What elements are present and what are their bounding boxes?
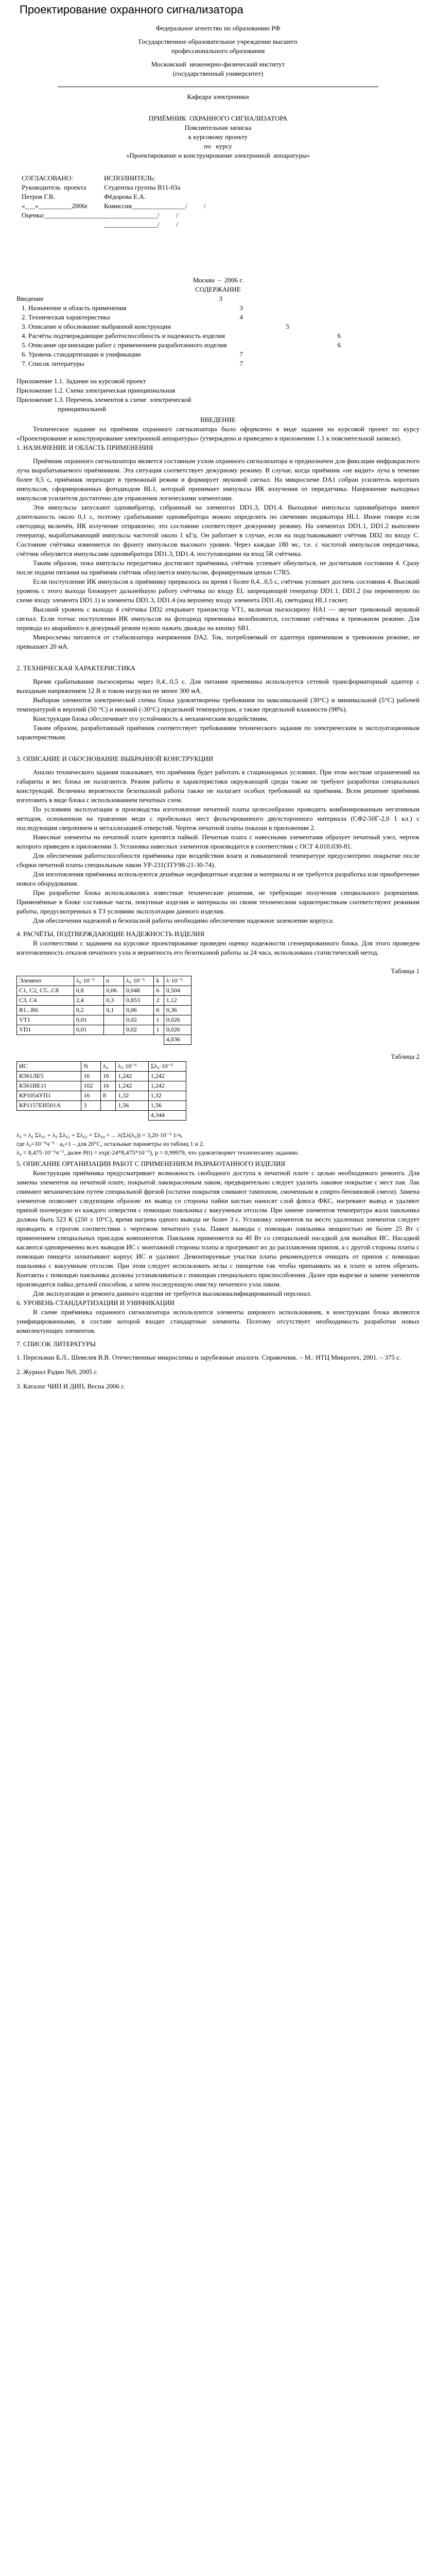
toc-row	[22, 359, 243, 368]
table-cell: 0,048	[124, 986, 154, 996]
table-cell: 1,56	[148, 1101, 186, 1111]
section-2	[16, 664, 420, 742]
section-6	[16, 1298, 420, 1335]
university-type-line: (государственный университет)	[172, 70, 264, 77]
section-1-paragraph: Приёмник охранного сигнализатора является составным узлом охранного сигнализатора и предназначен для фиксации инфракрасного луча вырабатываемого приёмником. Эта ситуация соответствует дежурному режиму. В случае, когда приёмник «не видит» луча в течение более 0,5 с, приёмник переходит в тревожный режим и формирует звуковой сигнал. На микросхеме DA1 собран усилитель коротких импульсов, сформированных фотодиодом BL1, который принимает импульсы ИК излучения от передатчика. Напряжение выходных импульсов усилителя достаточно для управления логическими элементами.	[16, 457, 420, 502]
table-cell: 16	[101, 1081, 116, 1091]
table-cell: 3	[81, 1101, 101, 1111]
table-cell: 1	[154, 1015, 164, 1025]
formula-note: где λ₀=10⁻⁶ч⁻¹ · а₀=1 – для 20°С, остальные параметры из таблиц 1 и 2.	[16, 1140, 204, 1147]
table-cell: С3, С4	[17, 996, 74, 1006]
intro-heading: ВВЕДЕНИЕ	[200, 416, 236, 423]
table-cell: 0,36	[164, 1006, 191, 1015]
table-row	[17, 986, 191, 996]
appendix-3-cont: принципиальной	[58, 405, 106, 413]
university-line: Московский инженерно-физический институт	[151, 60, 285, 68]
section-3-paragraph: При разработке блока использовались известные технические решения, не требующие получения специального разрешения. Применённые в блоке составные части, покупные изделия и материалы по своим техническим характеристикам соответствуют режимам работы, предусмотренных в ТЗ условиям эксплуатации данного изделия.	[16, 889, 420, 915]
section-7-heading: 7. СПИСОК ЛИТЕРАТУРЫ	[16, 1340, 96, 1348]
section-1	[16, 443, 420, 651]
table-cell: 0,2	[74, 1006, 104, 1015]
table-header-cell: λ₀·10⁻⁶	[124, 976, 154, 986]
table-cell: 1,12	[164, 996, 191, 1006]
institution-line-2: профессионального образования	[171, 47, 265, 55]
table-cell: 2	[154, 996, 164, 1006]
toc-row	[22, 303, 243, 313]
table-cell: 1,242	[148, 1081, 186, 1091]
agree-right-label: ИСПОЛНИТЕЛЬ:	[104, 174, 155, 182]
toc-row	[22, 331, 341, 341]
section-1-paragraph: Эти импульсы запускают одновибратор, собранный на элементах DD1.3, DD1.4. Выходные импульсы одновибратора имеют длительность около 0,1 с, поэтому срабатывание одновибратора можно определить по свечению индикатора HL1. Иначе говоря если светодиод включён, ИК излучение отправлено; это состояние соответствует дежурному режиму. На элементах DD1.1, DD1.2 выполнен генератор, вырабатывающий импульсы частотой около 1 кГц. Он работает в случае, если на подстыковывают счётчик DD2 по входу С. Состояние счётчика изменяется по фронту импульсов высокого уровня. Через каждые 180 мс, т.е. с частотой импульсов передатчика, счётчик обнуляется импульсами одновибратора DD1.3, DD1.4, поступающими на вход 5R счётчика.	[16, 503, 420, 557]
introduction-section	[16, 415, 420, 443]
toc-intro-label: Введение	[16, 295, 44, 302]
section-3-paragraph: Для изготовления приёмника используются дешёвые недефицитные изделия и материалы и не требуется разработка или приобретение нового оборудования.	[16, 870, 420, 887]
section-5	[16, 1159, 420, 1298]
table-row	[17, 1091, 186, 1101]
commission-line-3: ________________/ /	[104, 221, 178, 228]
table-row	[17, 1101, 186, 1111]
section-3-paragraph: Для обеспечения работоспособности приёмника при воздействии влаги и повышенной температуре предусмотрено покрытие после сборки печатной платы специальным лаком УР-231(ЗТУ98-21-30-74).	[16, 852, 420, 869]
table-cell: 8	[101, 1091, 116, 1101]
toc-item-page: 4	[239, 313, 243, 321]
section-2-heading: 2. ТЕХНИЧЕСКАЯ ХАРАКТЕРИСТИКА	[16, 664, 136, 672]
table-cell: 1,242	[116, 1081, 148, 1091]
section-1-paragraph: Таким образом, пока импульсы передатчика достигают приёмника, счётчик успевает обнулиться, не досчитывая состояния 4. Сразу после подачи питания на приёмник счётчик обнуляется импульсом, формируемым цепью C7R5.	[16, 559, 420, 576]
table-cell: 1,32	[116, 1091, 148, 1101]
table-cell: VD1	[17, 1025, 74, 1035]
table-cell: С1, С2, С5...С8	[17, 986, 74, 996]
table-cell: 0,026	[164, 1015, 191, 1025]
table-cell: КР1157ЕН501А	[17, 1101, 81, 1111]
intro-paragraph: Техническое задание на приёмник охранного сигнализатора было оформлено в виде задания на курсовой проект по курсу «Проектирование и конструирование электронной аппаратуры» (утверждено и приведено в приложении 1.1 к пояснительной записке).	[16, 425, 420, 442]
table-cell: К561ИЕ11	[17, 1081, 81, 1091]
table-cell: 1,242	[148, 1072, 186, 1081]
commission-line-2: ________________/ /	[104, 211, 178, 219]
toc-item-text: 6. Уровень стандартизации и унификации	[22, 350, 141, 358]
section-6-paragraph: В схеме приёмника охранного сигнализатора используются элементы широкого использования, в конструкции блока являются унифицированными, в составе которой входит стандартные элементы. Поэтому отсутствует необходимость разработки новых комплектующих элементов.	[16, 1308, 420, 1334]
toc-item-page: 6	[337, 332, 341, 340]
table-row	[17, 996, 191, 1006]
table-row	[17, 1111, 186, 1121]
table-cell: 0,504	[164, 986, 191, 996]
table-cell: К561ЛЕ5	[17, 1072, 81, 1081]
section-2-paragraph: Конструкция блока обеспечивает его устойчивость к механическим воздействиям.	[33, 715, 269, 722]
table-cell: 0,1	[104, 1006, 124, 1015]
table-cell: 16	[81, 1072, 101, 1081]
reference-item: 3. Каталог ЧИП И ДИП, Весна 2006 г.	[16, 1382, 125, 1390]
table-row	[17, 1006, 191, 1015]
document-subtitle-1: Пояснительная записка	[184, 124, 252, 131]
toc-list	[22, 303, 420, 368]
city-year: Москва – 2006 г.	[193, 276, 243, 284]
toc-row	[22, 341, 341, 350]
agency-line: Федеральное агентство по образованию РФ	[155, 24, 281, 32]
section-5-paragraph: Для эксплуатации и ремонта данного изделия не требуется высококвалифицированный персонал.	[33, 1290, 312, 1297]
table-row	[17, 1081, 186, 1091]
toc-item-page: 3	[239, 304, 243, 312]
student-name: Фёдорова Е.А.	[104, 193, 146, 200]
table-cell: 0,01	[74, 1025, 104, 1035]
section-5-heading: 5. ОПИСАНИЕ ОРГАНИЗАЦИИ РАБОТ С ПРИМЕНЕНИЕМ РАЗРАБОТАННОГО ИЗДЕЛИЯ	[16, 1160, 286, 1167]
table-1-caption: Таблица 1	[391, 967, 420, 975]
section-1-paragraph: Микросхемы питаются от стабилизатора напряжения DA2. Ток, потребляемый от адаптера приемником в тревожном режиме, не превышает 20 мА.	[16, 633, 420, 650]
toc-item-page: 5	[286, 323, 289, 330]
toc-item-page: 7	[239, 360, 243, 367]
table-row	[17, 1035, 191, 1045]
table-cell: 1,242	[116, 1072, 148, 1081]
toc-row	[22, 350, 243, 359]
toc-item-text: 2. Техническая характеристика	[22, 313, 110, 321]
section-3-paragraph: Для обеспечения надежной и безопасной работы необходимо обеспечение надежное заземление корпуса.	[33, 917, 334, 924]
table-cell: 1,32	[148, 1091, 186, 1101]
document-subtitle-2: к курсовому проекту	[188, 133, 248, 141]
table-header-row	[17, 976, 191, 986]
table-cell: 1,56	[116, 1101, 148, 1111]
table-total-cell: 4,036	[164, 1035, 191, 1045]
section-3-paragraph: Навесные элементы на печатной плате крепятся пайкой. Печатная плата с навесными элементами образует печатный узел, чертеж которого приведен в приложении 3. Установка навесных элементов производится в соответствии с ОСТ 4.010.030-81.	[16, 833, 420, 850]
section-3-paragraph: Анализ технического задания показывает, что приёмник будет работать в стационарных условиях. При этом жесткие ограничений на габариты и вес блока не налагаются. Режим работы и характеристики окружающей среды также не требуют разработки специальных конструкций. Величина вероятности безотказной работы также не налагает особых требований на приёмник. Всем решение приёмник изготовить в виде блока с использованием печатных схем.	[16, 768, 420, 804]
table-row	[17, 1015, 191, 1025]
table-total-cell: 4,344	[148, 1111, 186, 1121]
table-row	[17, 1072, 186, 1081]
section-2-paragraph: Таким образом, разработанный приёмник соответствует требованиям технического задания по электрическим и эксплуатационным характеристикам.	[16, 724, 420, 741]
table-cell: VT1	[17, 1015, 74, 1025]
toc-item-page: 6	[337, 341, 341, 349]
table-header-cell: k	[154, 976, 164, 986]
agree-left-label: СОГЛАСОВАНО:	[22, 174, 73, 182]
date-field: «___»__________2006г	[22, 202, 88, 210]
section-1-heading: 1. НАЗНАЧЕНИЕ И ОБЛАСТЬ ПРИМЕНЕНИЯ	[16, 444, 153, 451]
department-line: Кафедра электроники	[187, 93, 249, 100]
table-cell: 0,8	[74, 986, 104, 996]
table-cell: R1...R6	[17, 1006, 74, 1015]
document-header: Проектирование охранного сигнализатора	[20, 3, 243, 16]
table-cell: 6	[154, 1006, 164, 1015]
toc-item-text: 1. Назначение и область применения	[22, 304, 127, 312]
toc-intro-page: 3	[219, 295, 222, 302]
signature-block	[22, 174, 420, 229]
reliability-table-1	[16, 976, 191, 1045]
table-cell: 0,3	[104, 996, 124, 1006]
table-cell: КР1054УП1	[17, 1091, 81, 1101]
formula-lambda: λ₀ = λ₀ Σλ₀₁ + λ₀ Σλ₀₂ + Σλ₀₃ = Σλ₀₄ = ... λ(Σλ(λ₀)) = 3,20·10⁻⁶ 1/ч,	[16, 1131, 183, 1139]
table-cell: 16	[101, 1072, 116, 1081]
table-header-cell: λ₀·10⁻⁶	[74, 976, 104, 986]
supervisor-label: Руководитель проекта	[22, 183, 86, 191]
appendix-1: Приложение 1.1. Задание на курсовой проект	[16, 377, 146, 385]
table-header-cell: λ·10⁻⁶	[164, 976, 191, 986]
section-1-paragraph: Если поступление ИК импульсов к приёмнику прервалось на время t более 0,4...0,5 с, счётчик успевает достичь состояния 4. Высокий уровень с этого выхода блокирует дальнейшую работу счётчика по входу EI, запрещающей генератор DD1.1, DD1.2 (на переменную по схеме входу элемента DD1.1) и элементы DD1.3, DD1.4 (на верхнему входу элемента DD1.4), светодиод HL1 гаснет.	[16, 578, 420, 604]
section-4-heading: 4. РАСЧЁТЫ, ПОДТВЕРЖДАЮЩИЕ НАДЕЖНОСТЬ ИЗДЕЛИЯ	[16, 930, 205, 938]
table-header-row	[17, 1062, 186, 1072]
table-header-cell: N	[81, 1062, 101, 1072]
section-3-paragraph: По условиям эксплуатации и производства изготовление печатной платы целесообразно проводить комбинированным негативным методом, основанным на травлении меди с пробельных мест фольгированного двухсторонного материала (СФ2-50Г-2,0 1 кл.) с последующим сверлением и металлизацией отверстий. Чертеж печатной платы показан в приложении 2.	[16, 805, 420, 832]
formula-probability: λ₀ = 8,475·10⁻⁶ч⁻¹, далее Р(t) = exp(-24*8,475*10⁻⁶), р = 0,99979, что удовлетворяет техническому заданию.	[16, 1149, 300, 1156]
table-cell: 1	[154, 1025, 164, 1035]
table-header-cell: Σλ₀·10⁻⁶	[148, 1062, 186, 1072]
table-header-cell: λ₀	[101, 1062, 116, 1072]
table-cell: 0,026	[164, 1025, 191, 1035]
contents-title: СОДЕРЖАНИЕ	[195, 285, 241, 293]
section-2-paragraph: Время срабатывания пьезосирены через 0,4...0,5 с. Для питания приемника используется сетевой трансформаторный адаптер с выходным напряжением 12 В и током нагрузки не менее 300 мА.	[16, 677, 420, 694]
toc-item-text: 3. Описание и обоснование выбранной конструкции	[22, 323, 171, 330]
table-cell: 0,02	[124, 1015, 154, 1025]
table-cell: 6	[154, 986, 164, 996]
section-4-paragraph: В соответствии с заданием на курсовое проектирование проведен оценку надежности сгенерированного блока. Для этого проведем изготовленность отказов печатного узла и вероятность его безотказной работы за 24 часа, использована статистический метод.	[16, 939, 420, 956]
commission-line: Комиссия________________/ /	[104, 202, 206, 210]
institution-line-1: Государственное образовательное учреждение высшего	[138, 38, 298, 45]
toc-item-page: 7	[239, 350, 243, 358]
table-header-cell: Элемент	[17, 976, 74, 986]
title-page	[16, 24, 420, 413]
toc-item-text: 4. Расчёты подтверждающие работоспособность и надежность изделия	[22, 332, 225, 340]
table-cell: 2,4	[74, 996, 104, 1006]
supervisor-name: Петров Г.В.	[22, 193, 55, 200]
reference-item: 1. Перельман Б.Л., Шевелев В.В. Отечественные микросхемы и зарубежные аналоги. Справочник. – М.: НТЦ Микротех, 2001. – 375 с.	[16, 1353, 402, 1361]
table-cell: 102	[81, 1081, 101, 1091]
section-7	[16, 1340, 420, 1391]
document-subtitle-4: «Проектирование и конструирование электронной аппаратуры»	[126, 151, 310, 159]
table-2-caption: Таблица 2	[391, 1053, 420, 1060]
reference-item: 2. Журнал Радио №9, 2005 г.	[16, 1368, 98, 1376]
section-5-paragraph: Конструкция приёмника предусматривает возможность свободного доступа к печатной плате с целью необходимого ремонта. Для замены элементов на печатной плате, покрытой лакокрасочным лаком, предварительно следует удалить лаковое покрытие с мест пая. Лак снимают механическим путем специальной фрезой (остатки покрытия снимают тампоном, смоченным в спирто-бензиновой смеси). Замена элементов позволяет следующим образом: их вывод со стороны пайки кистью наносят слой флюса ФКС, нагревают вывод и удаляют припой поочередно из каждого отверстия с помощью паяльника с вакуумным отсосом. При замене элементов температура жала паяльника должна быть 523 К (250 ± 10°С), время нагрева одного вывода не более 3 с. Установку элементов на место удаленных элементов следует проводить в строгом соответствии с чертежом печатного узла. Паяют выводы с помощью паяльника мощностью не более 25 Вт с применением специальных присадок компонентов. Паяльник применяется на 40 Вт со специальной насадкой для выпайки ИС. Насадкой касаются одновременно всех выводов ИС с монтажной стороны платы и прогревают их до расплавления припоя, а с другой стороны платы с помощью пинцета захватывают корпус ИС и удаляют. Демонтируемые участки платы рекомендуется очищать от припоя с помощью паяльника с вакуумным отсосом. При этом следует использовать иглы с пинцетом так чтобы припаивать их к плате и затем обрезать. Контакты с помощью паяльника должны устанавливаться с помощью специального приспособления. Далее при вырезке и замене элементов производится пайка деталей способом, а затем последующую очистку печатного узла лаком.	[16, 1169, 420, 1288]
section-4	[16, 929, 420, 1157]
appendix-2: Приложение 1.2. Схема электрическая принципиальная	[16, 386, 176, 394]
toc-item-text: 7. Список литературы	[22, 360, 84, 367]
table-cell: 16	[81, 1091, 101, 1101]
table-header-cell: n	[104, 976, 124, 986]
section-6-heading: 6. УРОВЕНЬ СТАНДАРТИЗАЦИИ И УНИФИКАЦИИ	[16, 1299, 175, 1307]
table-row	[17, 1025, 191, 1035]
table-header-cell: λ₀·10⁻⁶	[116, 1062, 148, 1072]
document-subtitle-3: по курсу	[204, 142, 232, 150]
section-1-paragraph: Высокий уровень с выхода 4 счётчика DD2 открывает транзистор VT1, включая пьезосирену HA1 — звучит тревожный звуковой сигнал. Если тотчас поступлении ИК импульсов на фотодиод приемника возобновится, состояние счётчика в тревожном режиме. Для перевода из аварийного в дежурный режим нужно нажать дважды на кнопку SB1.	[16, 605, 420, 632]
table-cell: 0,853	[124, 996, 154, 1006]
grade-field: Оценка:___________________	[22, 211, 109, 219]
reliability-table-2	[16, 1061, 186, 1121]
table-header-cell: ИС	[17, 1062, 81, 1072]
table-cell: 0,06	[104, 986, 124, 996]
toc-row	[22, 322, 289, 331]
section-2-paragraph: Выбором элементов электрической схемы блока удовлетворены требования по максимальной (30°С) и минимальной (5°С) рабочей температурой и верхний (50 °С) и нижний (-30°С) предельной температурам, а также предельной влажности (98%).	[16, 696, 420, 713]
student-group: Студентка группы В11-03а	[104, 183, 181, 191]
toc-row	[22, 313, 243, 322]
table-cell: 0,06	[124, 1006, 154, 1015]
document-title: ПРИЁМНИК ОХРАННОГО СИГНАЛИЗАТОРА	[148, 114, 288, 122]
table-cell: 0,01	[74, 1015, 104, 1025]
toc-item-text: 5. Описание организации работ с применением разработанного изделия	[22, 341, 227, 349]
appendix-3: Приложение 1.3. Перечень элементов к схеме электрической	[16, 396, 191, 403]
intro-toc-row	[16, 294, 222, 303]
table-cell: 0,02	[124, 1025, 154, 1035]
section-3-heading: 3. ОПИСАНИЕ И ОБОСНОВАНИЕ ВЫБРАННОЙ КОНСТРУКЦИИ	[16, 755, 214, 762]
section-3	[16, 754, 420, 925]
